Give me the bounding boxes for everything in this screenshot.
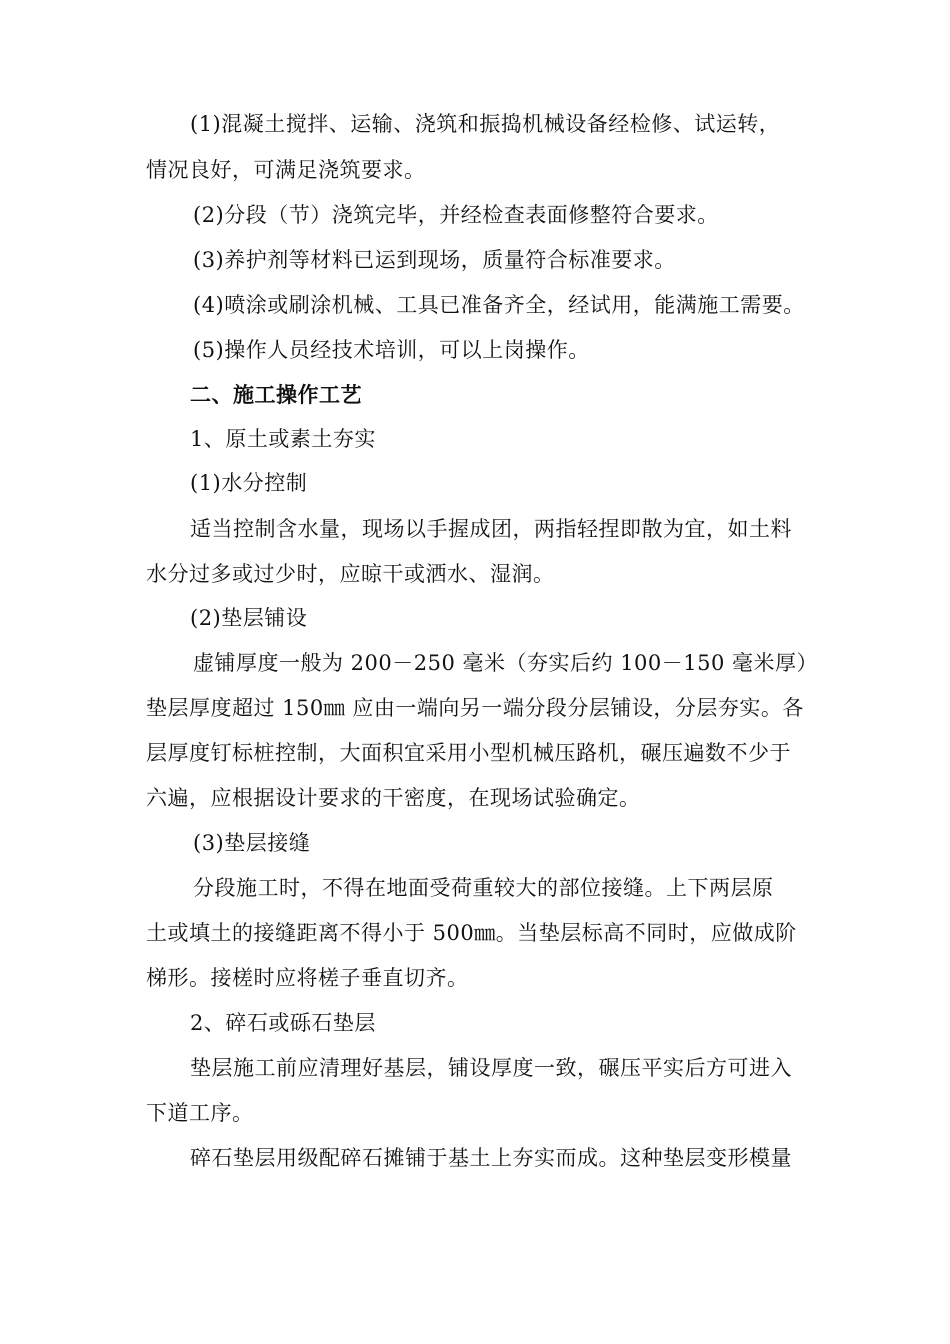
text-line: (1)混凝土搅拌、运输、浇筑和振捣机械设备经检修、试运转， — [190, 112, 781, 136]
text-line: 分段施工时，不得在地面受荷重较大的部位接缝。上下两层原 — [193, 876, 774, 900]
text-line: 虚铺厚度一般为 200－250 毫米（夯实后约 100－150 毫米厚） — [193, 651, 819, 675]
text-line: 碎石垫层用级配碎石摊铺于基土上夯实而成。这种垫层变形模量 — [190, 1146, 792, 1170]
text-line: 梯形。接槎时应将槎子垂直切齐。 — [146, 966, 469, 990]
text-line: (1)水分控制 — [190, 471, 308, 495]
text-line: 垫层厚度超过 150㎜ 应由一端向另一端分段分层铺设，分层夯实。各 — [146, 696, 804, 720]
text-line: 层厚度钉标桩控制，大面积宜采用小型机械压路机，碾压遍数不少于 — [146, 741, 791, 765]
text-line: 情况良好，可满足浇筑要求。 — [146, 158, 426, 182]
text-line: 六遍，应根据设计要求的干密度，在现场试验确定。 — [146, 786, 641, 810]
text-line: 下道工序。 — [146, 1101, 254, 1125]
text-line: (2)分段（节）浇筑完毕，并经检查表面修整符合要求。 — [193, 203, 719, 227]
subsection-heading: 1、原土或素土夯实 — [190, 427, 376, 451]
text-line: (3)垫层接缝 — [193, 831, 311, 855]
text-line: 土或填土的接缝距离不得小于 500㎜。当垫层标高不同时，应做成阶 — [146, 921, 797, 945]
text-line: (3)养护剂等材料已运到现场，质量符合标准要求。 — [193, 248, 676, 272]
text-line: 适当控制含水量，现场以手握成团，两指轻捏即散为宜，如土料 — [190, 517, 792, 541]
text-line: (4)喷涂或刷涂机械、工具已准备齐全，经试用，能满施工需要。 — [193, 293, 805, 317]
subsection-heading: 2、碎石或砾石垫层 — [190, 1011, 376, 1035]
text-line: (2)垫层铺设 — [190, 606, 308, 630]
text-line: 水分过多或过少时，应晾干或洒水、湿润。 — [146, 562, 555, 586]
text-line: 垫层施工前应清理好基层，铺设厚度一致，碾压平实后方可进入 — [190, 1056, 792, 1080]
text-line: (5)操作人员经技术培训，可以上岗操作。 — [193, 338, 590, 362]
section-heading: 二、施工操作工艺 — [190, 383, 362, 407]
